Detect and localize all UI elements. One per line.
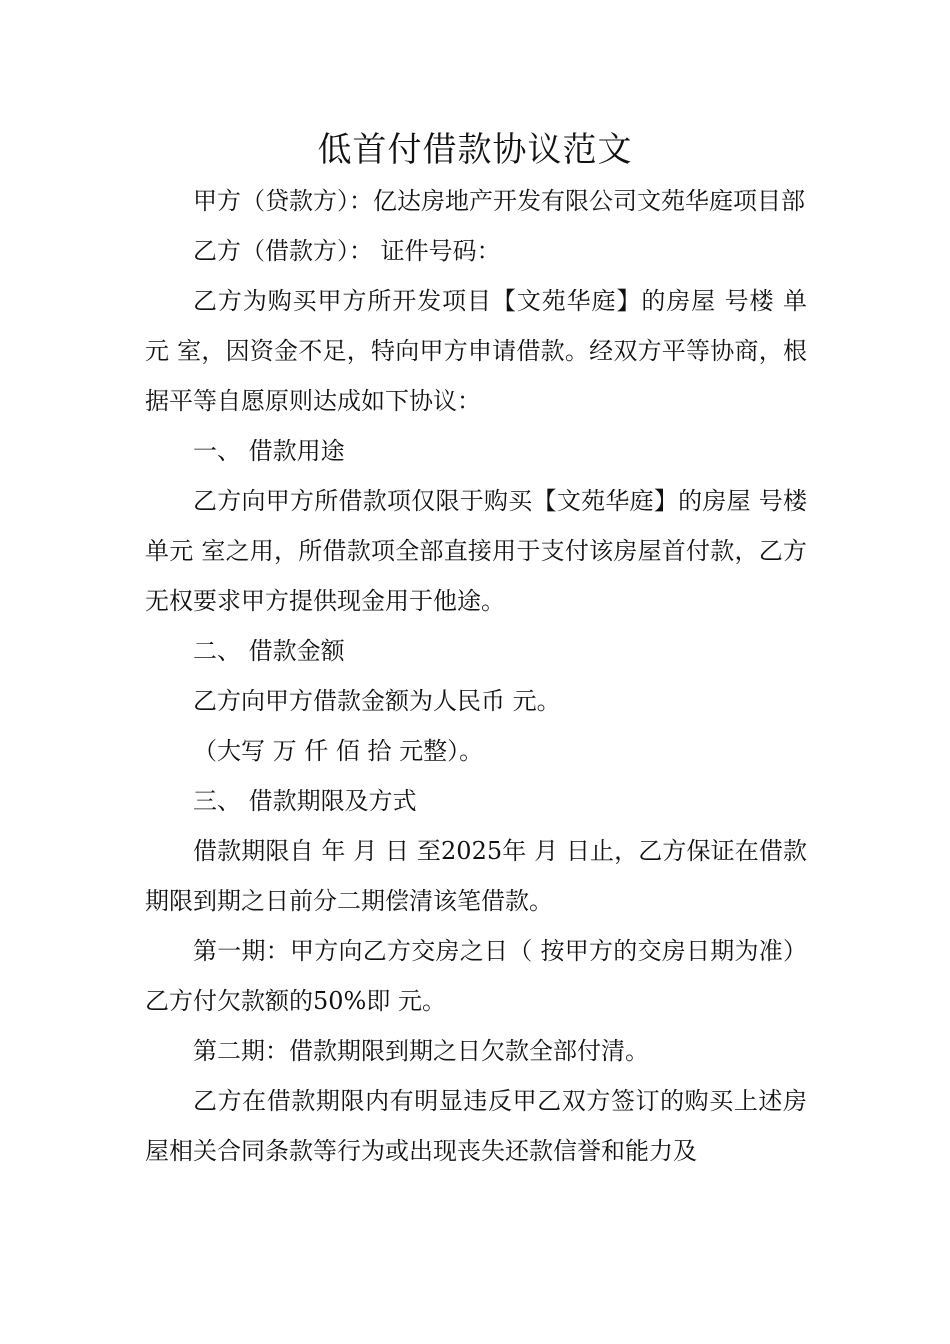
party-a-line: 甲方（贷款方）：亿达房地产开发有限公司文苑华庭项目部 [193,187,805,215]
document-body [145,176,807,1176]
second-installment-paragraph: 第二期：借款期限到期之日欠款全部付清。 [193,1037,649,1065]
first-installment-paragraph: 第一期：甲方向乙方交房之日（ 按甲方的交房日期为准）乙方付欠款额的50%即 元。 [145,937,807,1015]
section-heading-amount: 二、 借款金额 [193,637,345,665]
section-heading-purpose: 一、 借款用途 [193,437,345,465]
amount-paragraph: 乙方向甲方借款金额为人民币 元。 [193,687,561,715]
breach-paragraph: 乙方在借款期限内有明显违反甲乙双方签订的购买上述房屋相关合同条款等行为或出现丧失还款信誉和能力及 [145,1087,807,1165]
party-b-line: 乙方（借款方）： 证件号码： [193,237,501,265]
term-paragraph: 借款期限自 年 月 日 至2025年 月 日止，乙方保证在借款期限到期之日前分二期偿清该笔借款。 [145,837,807,915]
purpose-paragraph: 乙方向甲方所借款项仅限于购买【文苑华庭】的房屋 号楼 单元 室之用，所借款项全部直接用于支付该房屋首付款，乙方无权要求甲方提供现金用于他途。 [145,487,807,615]
section-heading-term: 三、 借款期限及方式 [193,787,417,815]
document-title: 低首付借款协议范文 [317,130,633,170]
intro-paragraph: 乙方为购买甲方所开发项目【文苑华庭】的房屋 号楼 单元 室，因资金不足，特向甲方申请借款。经双方平等协商，根据平等自愿原则达成如下协议： [145,287,807,415]
amount-capital-paragraph: （大写 万 仟 佰 拾 元整）。 [193,737,484,765]
